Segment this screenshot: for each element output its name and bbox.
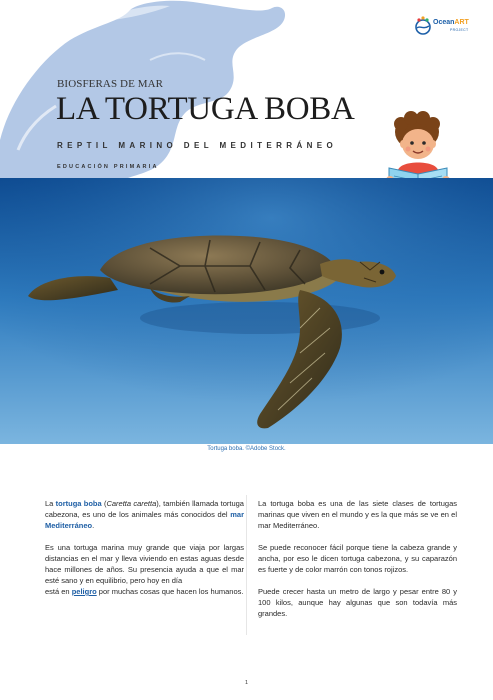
paragraph: La tortuga boba es una de las siete clases de tortugas marinas que viven en el mundo y es la que más se ve en el mar Mediterráneo.	[258, 499, 457, 530]
ocean-art-logo-icon	[412, 15, 434, 37]
image-caption: Tortuga boba. ©Adobe Stock.	[207, 446, 286, 452]
column-divider	[246, 495, 247, 635]
page-subtitle: REPTIL MARINO DEL MEDITERRÁNEO	[57, 141, 338, 150]
paragraph	[45, 498, 244, 531]
paragraph	[45, 542, 244, 597]
ocean-art-logo[interactable]	[412, 15, 478, 37]
series-kicker: BIOSFERAS DE MAR	[57, 78, 164, 90]
text-run: .	[92, 521, 95, 530]
page-title: LA TORTUGA BOBA	[56, 91, 355, 127]
text-run: (	[101, 499, 107, 508]
tortuga-boba-link[interactable]: tortuga boba	[55, 499, 102, 508]
body-column-right	[258, 498, 457, 630]
paragraph: Se puede reconocer fácil porque tiene la cabeza grande y ancha, por eso le dicen tortuga cabezona, y su caparazón es fuerte y de color marrón con tonos rojizos.	[258, 543, 457, 574]
species-name: Caretta caretta	[106, 499, 157, 508]
sea-turtle-photo	[0, 178, 493, 444]
education-level: EDUCACIÓN PRIMARIA	[57, 164, 159, 170]
body-column-left	[45, 498, 244, 597]
logo-sub: PROJECT	[450, 28, 469, 32]
text-run: está en	[45, 587, 72, 596]
paragraph: Puede crecer hasta un metro de largo y pesar entre 80 y 100 kilos, aunque hay algunas que son todavía más grandes.	[258, 587, 457, 618]
text-run: por muchas cosas que hacen los humanos.	[96, 587, 244, 596]
mar-mediterraneo-link[interactable]: mar Mediterráneo	[45, 510, 244, 530]
logo-ocean: Ocean	[433, 19, 455, 26]
text-run: Es una tortuga marina muy grande que viaja por largas distancias en el mar y lleva viviendo en estas aguas desde hace millones de años. Su presencia ayuda a que el mar esté sano y en equilibrio, pero hoy en día	[45, 543, 244, 585]
page-number: 1	[244, 680, 249, 686]
text-run: La	[45, 499, 56, 508]
logo-wordmark	[433, 19, 469, 26]
peligro-link[interactable]: peligro	[71, 587, 97, 596]
logo-art: ART	[454, 19, 469, 26]
text-run: ), también llamada tortuga cabezona, es uno de los animales más conocidos del	[45, 499, 244, 519]
